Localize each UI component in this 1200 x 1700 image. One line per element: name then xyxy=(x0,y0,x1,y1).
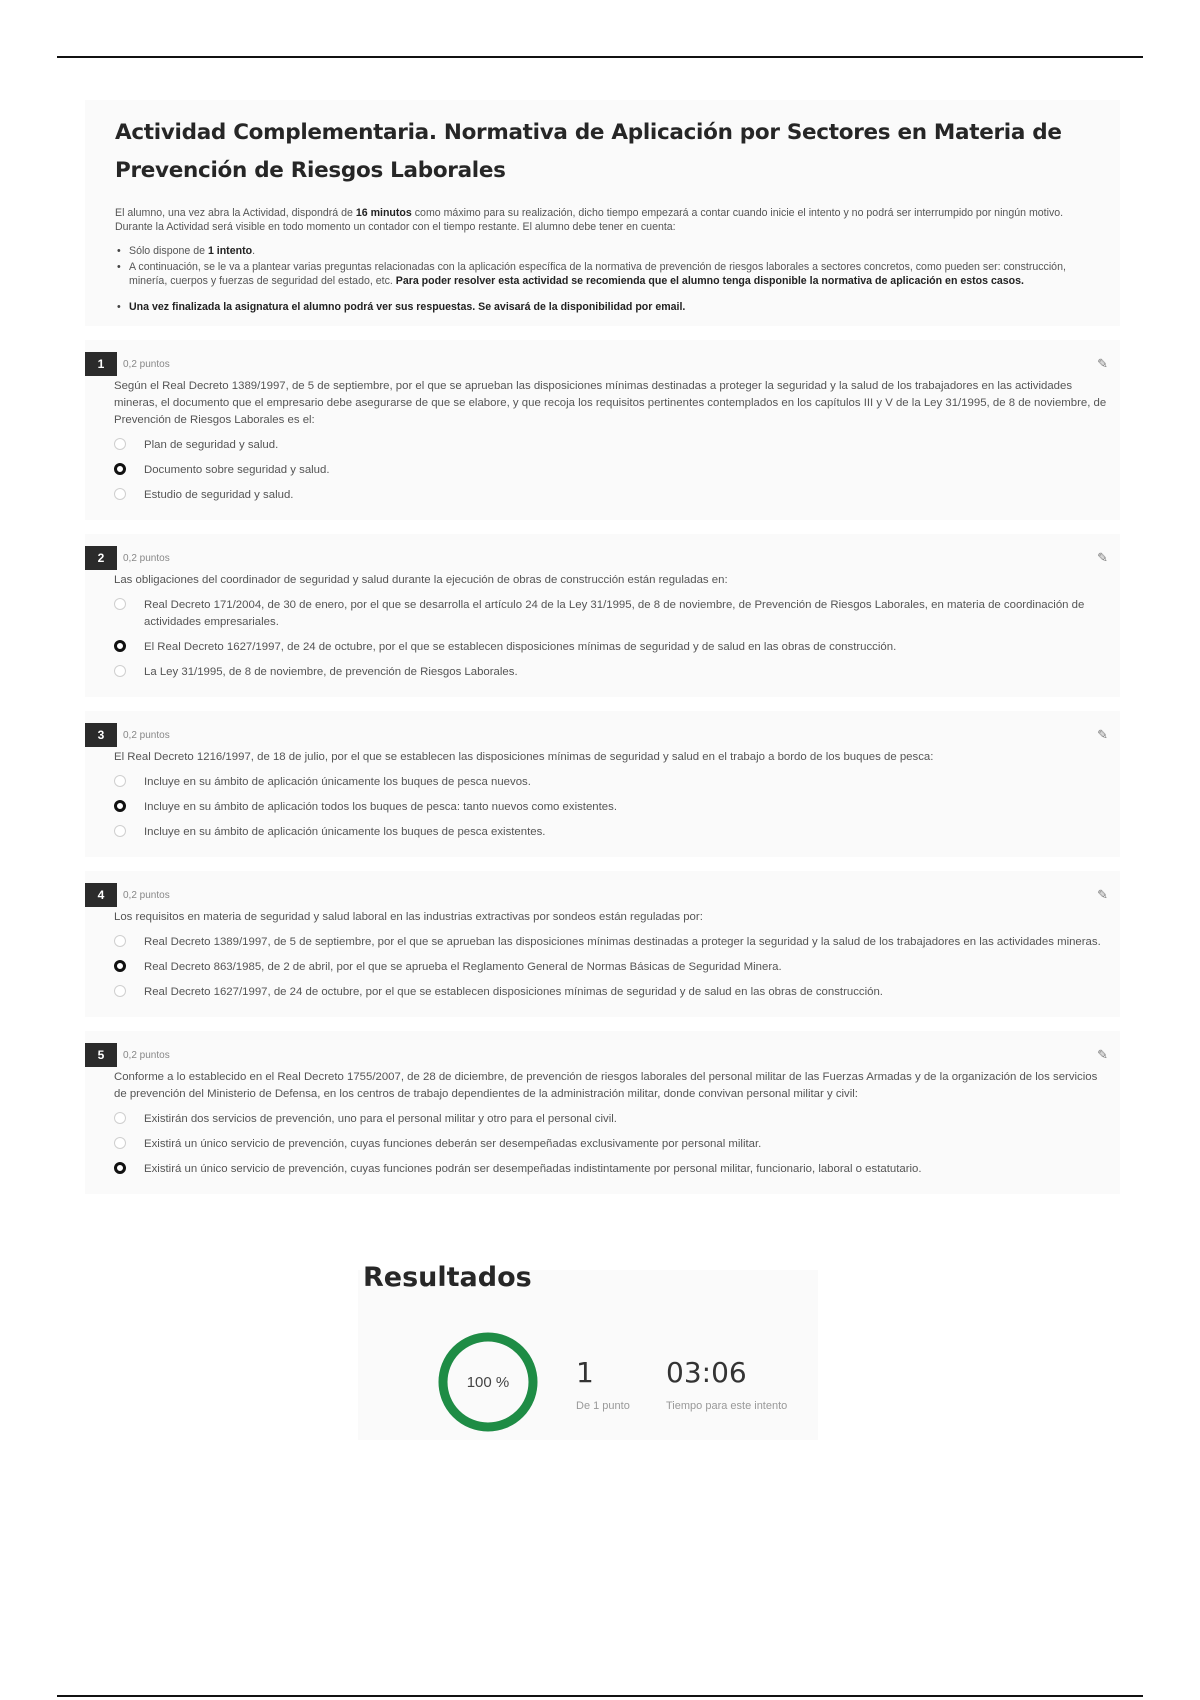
answer-option[interactable] xyxy=(114,483,1110,508)
time-caption: Tiempo para este intento xyxy=(666,1400,788,1412)
activity-content xyxy=(85,100,1120,1194)
results-panel xyxy=(358,1262,818,1440)
question-header xyxy=(85,723,1110,747)
time-value: 03:06 xyxy=(666,1356,747,1389)
bullet-text: A continuación, se le va a plantear varias preguntas relacionadas con la aplicación específica de la normativa de prevención de riesgos laborales a sectores concretos, como pueden ser: construcción, minería, cuerpos y fuerzas de seguridad del estado, etc. xyxy=(129,261,1066,287)
radio-button[interactable] xyxy=(114,935,126,947)
answer-option[interactable] xyxy=(114,593,1110,635)
bullet-text: . xyxy=(252,245,256,257)
pin-icon[interactable]: ✎ xyxy=(1097,727,1108,742)
question-text: Las obligaciones del coordinador de seguridad y salud durante la ejecución de obras de construcción están reguladas en: xyxy=(114,574,728,586)
question-block xyxy=(85,711,1120,857)
question-number: 2 xyxy=(85,546,117,570)
answer-option[interactable] xyxy=(114,820,1110,845)
radio-button[interactable] xyxy=(114,825,126,837)
intro-paragraph xyxy=(115,206,1092,234)
pin-icon[interactable]: ✎ xyxy=(1097,550,1108,565)
radio-button[interactable] xyxy=(114,488,126,500)
answer-label: Incluye en su ámbito de aplicación todos los buques de pesca: tanto nuevos como existentes. xyxy=(144,801,618,813)
answer-label: Real Decreto 863/1985, de 2 de abril, por el que se aprueba el Reglamento General de Normas Básicas de Seguridad Minera. xyxy=(144,961,782,973)
radio-button[interactable] xyxy=(114,775,126,787)
question-block xyxy=(85,340,1120,520)
bullet-bold: Para poder resolver esta actividad se recomienda que el alumno tenga disponible la normativa de aplicación en estos casos. xyxy=(395,275,1024,287)
bullet-bold: Una vez finalizada la asignatura el alumno podrá ver sus respuestas. Se avisará de la disponibilidad por email. xyxy=(129,301,686,313)
score-caption: De 1 punto xyxy=(576,1400,630,1412)
bullet-answers xyxy=(129,300,1092,314)
radio-button[interactable] xyxy=(114,1137,126,1149)
bullet-bold: 1 intento xyxy=(207,245,253,257)
bottom-rule xyxy=(57,1695,1143,1697)
question-number: 5 xyxy=(85,1043,117,1067)
answer-option[interactable] xyxy=(114,770,1110,795)
radio-button[interactable] xyxy=(114,640,126,652)
radio-button[interactable] xyxy=(114,463,126,475)
score-value: 1 xyxy=(576,1356,594,1389)
radio-button[interactable] xyxy=(114,1162,126,1174)
question-text: Según el Real Decreto 1389/1997, de 5 de septiembre, por el que se aprueban las disposiciones mínimas destinadas a proteger la seguridad y la salud de los trabajadores en las actividades mineras, el documento que el empresario debe asegurarse de que se elabore, y que recoja los requisitos pertinentes contemplados en los capítulos III y V de la Ley 31/1995, de 8 de noviembre, de Prevención de Riesgos Laborales es el: xyxy=(114,380,1107,426)
question-points: 0,2 puntos xyxy=(123,1049,170,1061)
score-ring xyxy=(436,1330,540,1434)
intro-time-limit: 16 minutos xyxy=(355,207,412,219)
question-number: 3 xyxy=(85,723,117,747)
question-list xyxy=(85,340,1120,1194)
score-percent: 100 % xyxy=(466,1374,510,1391)
answer-label: La Ley 31/1995, de 8 de noviembre, de prevención de Riesgos Laborales. xyxy=(144,666,518,678)
answer-label: Existirán dos servicios de prevención, uno para el personal militar y otro para el personal civil. xyxy=(144,1113,617,1125)
question-points: 0,2 puntos xyxy=(123,729,170,741)
question-header xyxy=(85,883,1110,907)
results-title: Resultados xyxy=(363,1262,532,1293)
answer-label: Incluye en su ámbito de aplicación únicamente los buques de pesca nuevos. xyxy=(144,776,531,788)
answer-label: Real Decreto 171/2004, de 30 de enero, por el que se desarrolla el artículo 24 de la Ley 31/1995, de 8 de noviembre, de Prevención de Riesgos Laborales, en materia de coordinación de actividades empresariales. xyxy=(144,599,1085,628)
bullet-attempts xyxy=(129,244,1092,258)
answer-option[interactable] xyxy=(114,955,1110,980)
bullet-questions xyxy=(129,260,1092,288)
question-header xyxy=(85,546,1110,570)
radio-button[interactable] xyxy=(114,960,126,972)
answer-option[interactable] xyxy=(114,1132,1110,1157)
radio-button[interactable] xyxy=(114,985,126,997)
activity-title: Actividad Complementaria. Normativa de Aplicación por Sectores en Materia de Prevención de Riesgos Laborales xyxy=(115,120,1062,183)
answer-label: Estudio de seguridad y salud. xyxy=(144,489,294,501)
question-header xyxy=(85,352,1110,376)
question-points: 0,2 puntos xyxy=(123,552,170,564)
question-text: Los requisitos en materia de seguridad y salud laboral en las industrias extractivas por sondeos están reguladas por: xyxy=(114,911,703,923)
question-points: 0,2 puntos xyxy=(123,889,170,901)
top-rule xyxy=(57,56,1143,58)
question-block xyxy=(85,1031,1120,1194)
question-header xyxy=(85,1043,1110,1067)
answer-option[interactable] xyxy=(114,433,1110,458)
answer-label: Real Decreto 1389/1997, de 5 de septiembre, por el que se aprueban las disposiciones mínimas destinadas a proteger la seguridad y la salud de los trabajadores en las actividades mineras. xyxy=(144,936,1101,948)
answer-label: Existirá un único servicio de prevención, cuyas funciones deberán ser desempeñadas exclusivamente por personal militar. xyxy=(144,1138,762,1150)
answer-label: Real Decreto 1627/1997, de 24 de octubre, por el que se establecen disposiciones mínimas de seguridad y de salud en las obras de construcción. xyxy=(144,986,883,998)
answer-label: Incluye en su ámbito de aplicación únicamente los buques de pesca existentes. xyxy=(144,826,546,838)
answer-option[interactable] xyxy=(114,458,1110,483)
question-block xyxy=(85,534,1120,697)
answer-option[interactable] xyxy=(114,660,1110,685)
activity-intro xyxy=(85,100,1120,326)
radio-button[interactable] xyxy=(114,598,126,610)
question-number: 1 xyxy=(85,352,117,376)
radio-button[interactable] xyxy=(114,665,126,677)
answer-option[interactable] xyxy=(114,930,1110,955)
radio-button[interactable] xyxy=(114,800,126,812)
pin-icon[interactable]: ✎ xyxy=(1097,356,1108,371)
answer-option[interactable] xyxy=(114,795,1110,820)
intro-text: El alumno, una vez abra la Actividad, dispondrá de xyxy=(115,207,356,219)
question-points: 0,2 puntos xyxy=(123,358,170,370)
question-number: 4 xyxy=(85,883,117,907)
intro-text-cont: como máximo para su realización, dicho tiempo empezará a contar cuando inicie el intento y no podrá ser interrumpido por ningún motivo. Durante la Actividad será visible en todo momento un contador con el tiempo restante. El alumno debe tener en cuenta: xyxy=(115,207,1064,233)
answer-label: Plan de seguridad y salud. xyxy=(144,439,279,451)
pin-icon[interactable]: ✎ xyxy=(1097,887,1108,902)
question-text: El Real Decreto 1216/1997, de 18 de julio, por el que se establecen las disposiciones mínimas de seguridad y salud en el trabajo a bordo de los buques de pesca: xyxy=(114,751,934,763)
radio-button[interactable] xyxy=(114,438,126,450)
pin-icon[interactable]: ✎ xyxy=(1097,1047,1108,1062)
intro-bullets xyxy=(115,244,1092,314)
answer-label: Existirá un único servicio de prevención, cuyas funciones podrán ser desempeñadas indistintamente por personal militar, funcionario, laboral o estatutario. xyxy=(144,1163,922,1175)
answer-option[interactable] xyxy=(114,1157,1110,1182)
answer-label: Documento sobre seguridad y salud. xyxy=(144,464,330,476)
radio-button[interactable] xyxy=(114,1112,126,1124)
bullet-text: Sólo dispone de xyxy=(129,245,208,257)
answer-option[interactable] xyxy=(114,980,1110,1005)
answer-label: El Real Decreto 1627/1997, de 24 de octubre, por el que se establecen disposiciones mínimas de seguridad y de salud en las obras de construcción. xyxy=(144,641,897,653)
question-block xyxy=(85,871,1120,1017)
question-text: Conforme a lo establecido en el Real Decreto 1755/2007, de 28 de diciembre, de prevención de riesgos laborales del personal militar de las Fuerzas Armadas y de la organización de los servicios de prevención del Ministerio de Defensa, en los centros de trabajo dependientes de la administración militar, donde convivan personal militar y civil: xyxy=(114,1071,1098,1100)
answer-option[interactable] xyxy=(114,635,1110,660)
answer-option[interactable] xyxy=(114,1107,1110,1132)
